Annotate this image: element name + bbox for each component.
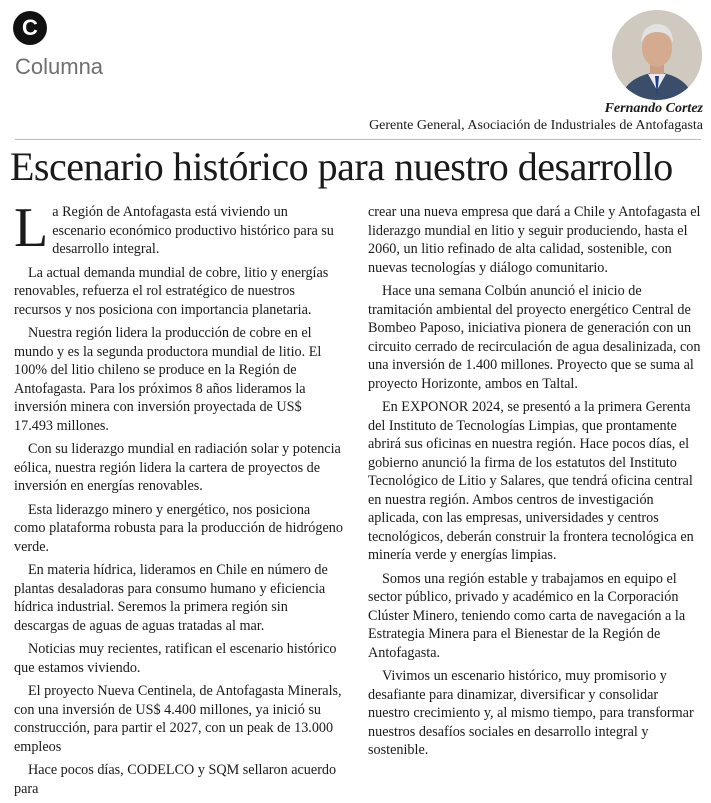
paragraph: Hace una semana Colbún anunció el inicio de tramitación ambiental del proyecto energético Central de Bombeo Paposo, iniciativa pionera de generación con un circuito cerrado de recirculación de agua desalinizada, con una inversión de 1.400 millones. Proyecto que se suma al proyecto Horizonte, ambos en Taltal. <box>368 283 701 392</box>
paragraph: Esta liderazgo minero y energético, nos posiciona como plataforma robusta para la producción de hidrógeno verde. <box>14 501 343 555</box>
author-photo <box>612 10 702 100</box>
paragraph: Con su liderazgo mundial en radiación solar y potencia eólica, nuestra región lidera la cartera de proyectos de inversión en energías renovables. <box>14 441 341 494</box>
paragraph: En EXPONOR 2024, se presentó a la primera Gerenta del Instituto de Tecnologías Limpias, que prontamente abrirá sus oficinas en nuestra región. Hace pocos días, el gobierno anunció la firma de los estatutos del Instituto Tecnológico de Litio y Salares, que tendrá oficina central en nuestra región. Ambos centros de investigación aplicada, con las empresas, universidades y centros tecnológicos, deberán construir la frontera tecnológica en minería verde y energías limpias. <box>368 399 694 563</box>
paragraph: Somos una región estable y trabajamos en equipo el sector público, privado y académico en la Corporación Clúster Minero, teniendo como carta de navegación a la Estrategia Minera para el Bienestar de la Región de Antofagasta. <box>368 570 686 661</box>
article-headline: Escenario histórico para nuestro desarrollo <box>10 144 673 189</box>
article-right-column <box>368 203 702 765</box>
paragraph: Nuestra región lidera la producción de cobre en el mundo y es la segunda productora mundial de litio. El 100% del litio chileno se produce en la Región de Antofagasta. Para los próximos 8 años lideramos la inversión minera con inversión proyectada de US$ 17.493 millones. <box>14 325 322 434</box>
paragraph: La Región de Antofagasta está viviendo un escenario económico productivo histórico para su desarrollo integral. <box>14 197 334 259</box>
header-divider <box>15 139 701 140</box>
paragraph: Hace pocos días, CODELCO y SQM sellaron acuerdo para <box>14 762 337 797</box>
section-label: Columna <box>15 54 104 79</box>
paragraph: crear una nueva empresa que dará a Chile y Antofagasta el liderazgo mundial en litio y seguir produciendo, hasta el 2060, un litio refinado de alta calidad, sostenible, con nuevas tecnologías y diálogo comunitario. <box>368 204 701 276</box>
article-left-column <box>14 197 344 803</box>
paragraph: En materia hídrica, lideramos en Chile en número de plantas desaladoras para consumo humano y eficiencia hídrica industrial. Seremos la primera región sin descargas de aguas de aguas tratadas al mar. <box>14 562 328 634</box>
paragraph: Noticias muy recientes, ratifican el escenario histórico que estamos viviendo. <box>14 641 337 676</box>
column-logo-badge: C <box>13 11 47 45</box>
author-role: Gerente General, Asociación de Industriales de Antofagasta <box>369 118 703 133</box>
paragraph: Vivimos un escenario histórico, muy promisorio y desafiante para dinamizar, diversificar y consolidar nuestro crecimiento y, al mismo tiempo, para transformar nuestros desafíos sociales en desarrollo integral y sostenible. <box>368 668 694 758</box>
drop-cap: L <box>14 197 49 259</box>
paragraph: El proyecto Nueva Centinela, de Antofagasta Minerals, con una inversión de US$ 4.400 millones, ya inició su construcción, para partir el 2027, con un peak de 13.000 empleos <box>14 683 342 755</box>
author-name: Fernando Cortez <box>604 101 703 116</box>
author-portrait-image <box>612 10 702 100</box>
paragraph: La actual demanda mundial de cobre, litio y energías renovables, refuerza el rol estratégico de nuestros recursos y nos posiciona con importancia planetaria. <box>14 264 329 318</box>
